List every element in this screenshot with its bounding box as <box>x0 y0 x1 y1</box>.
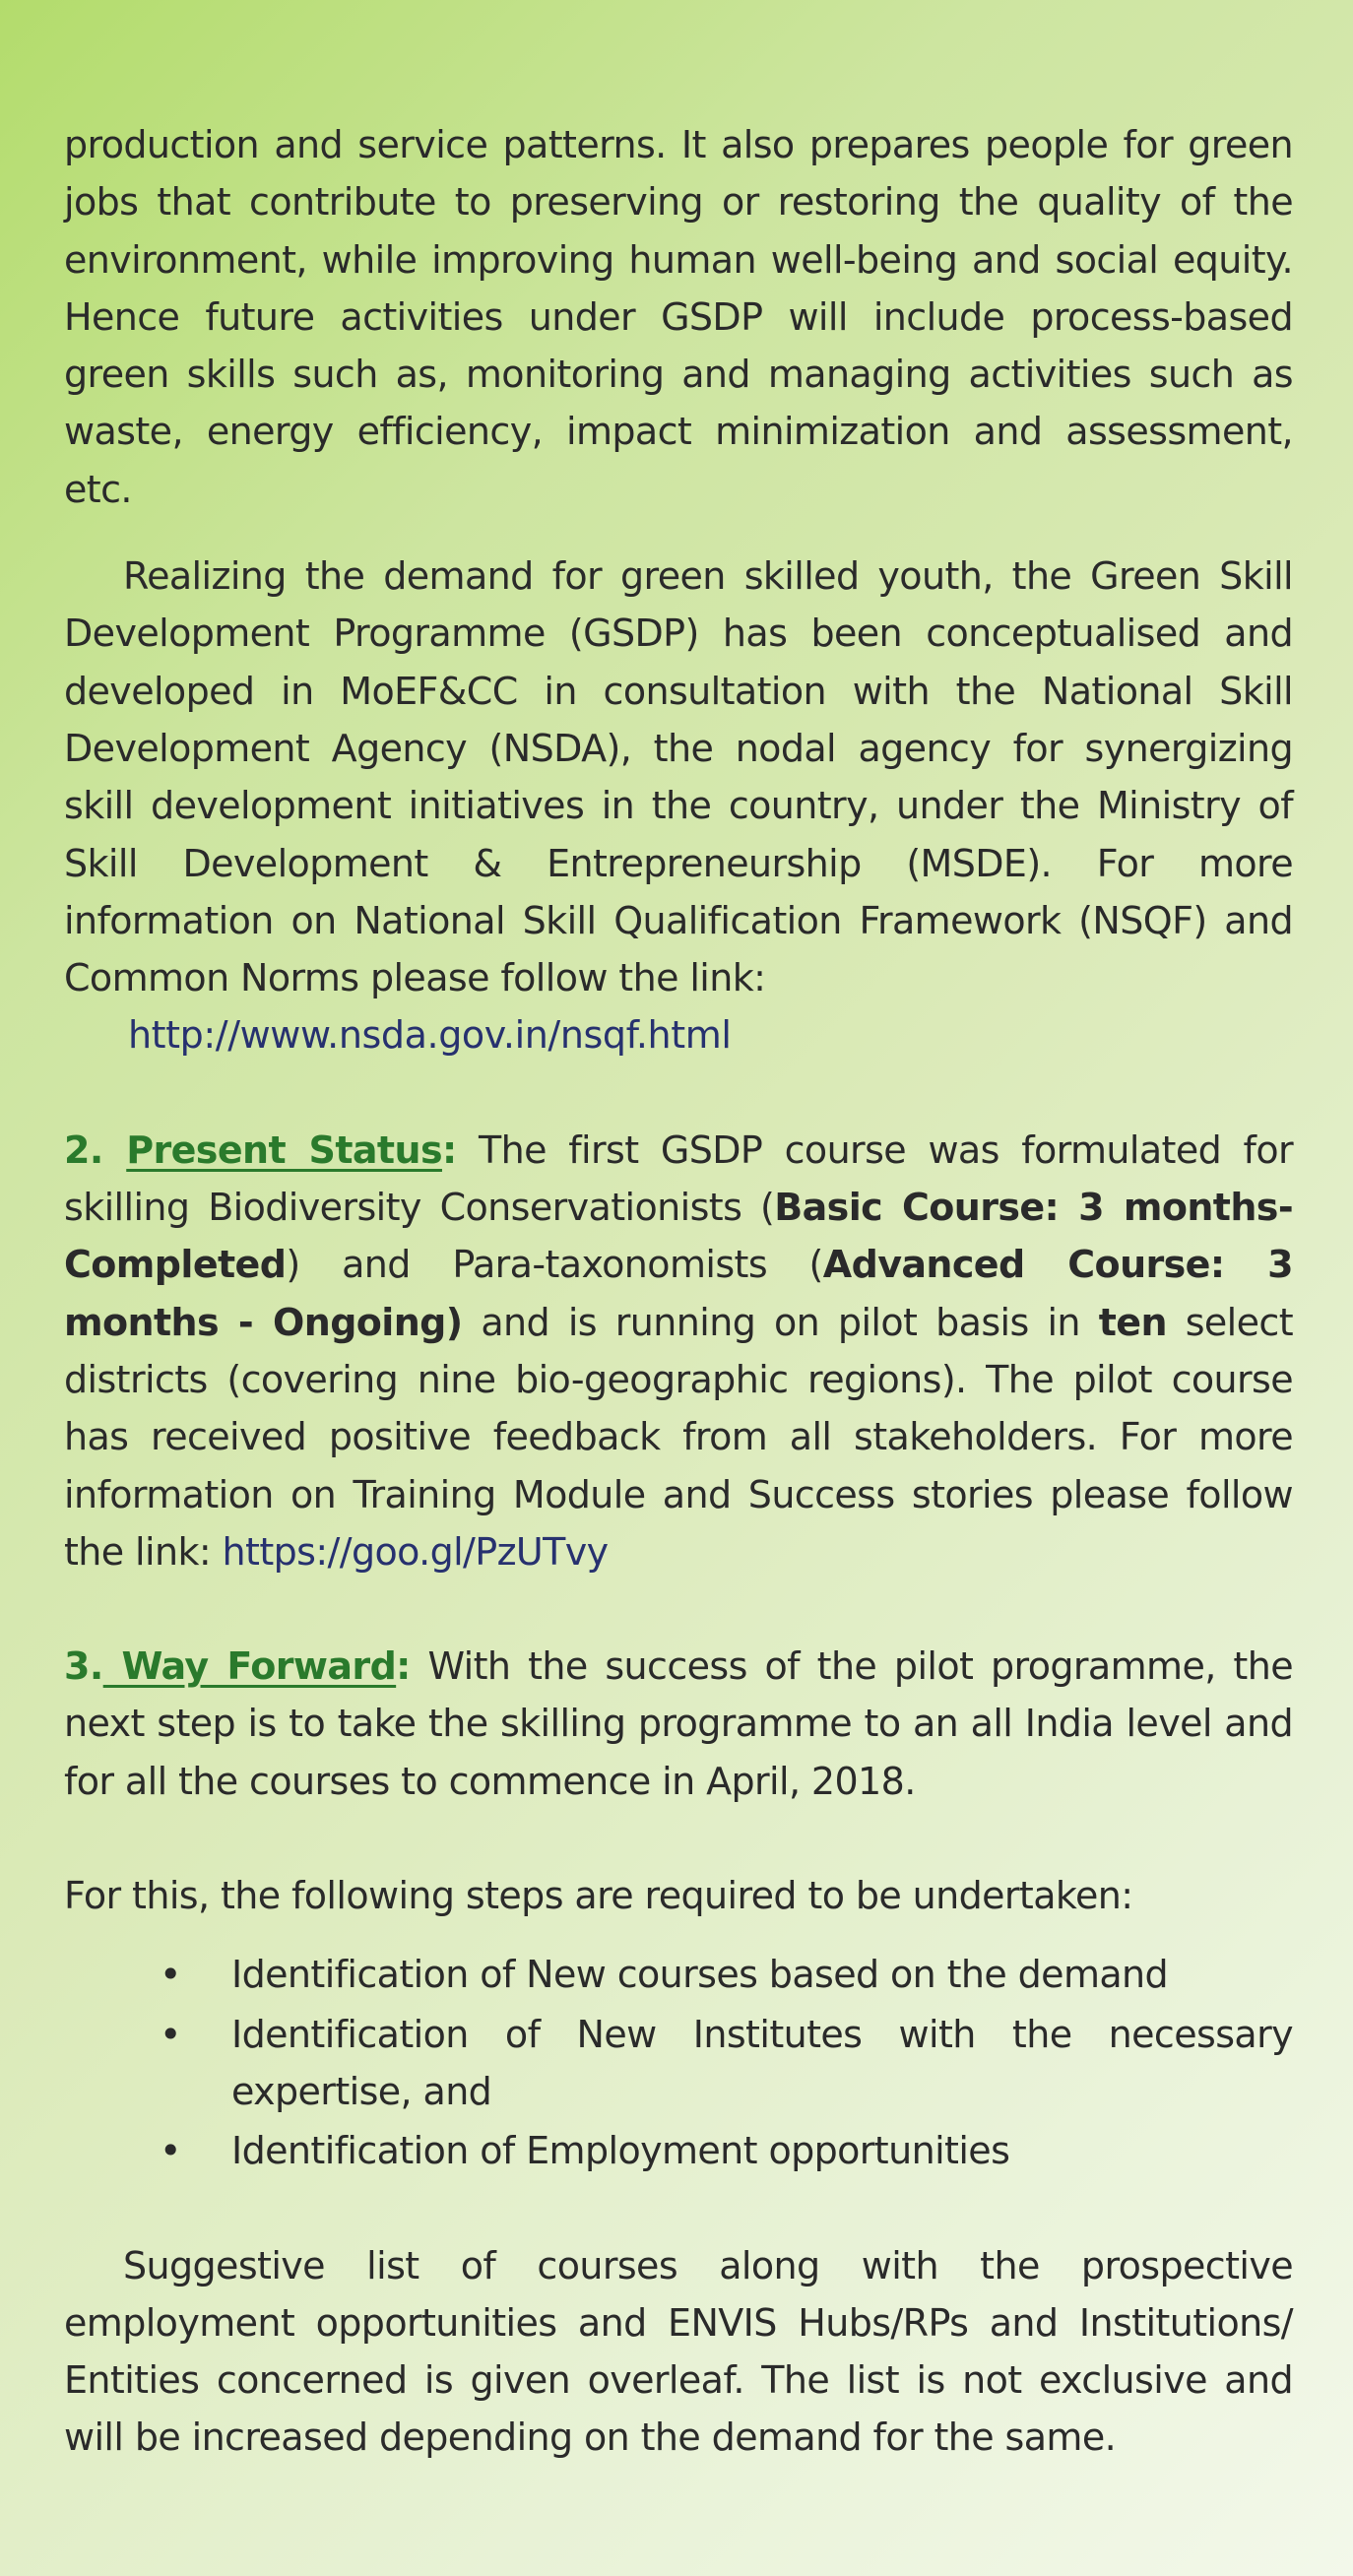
nsqf-link[interactable]: http://www.nsda.gov.in/nsqf.html <box>128 1013 732 1058</box>
spacer <box>64 1924 1293 1946</box>
section-2-text-2: ) and Para-taxonomists ( <box>286 1243 823 1287</box>
step-text: Identification of New Institutes with the necessary expertise, and <box>231 2012 1293 2113</box>
steps-list <box>64 1946 1293 2179</box>
section-2-title: Present Status <box>126 1127 442 1172</box>
steps-intro: For this, the following steps are required to be undertaken: <box>64 1874 1133 1918</box>
basic-course-label: Basic Course: 3 months-Completed <box>64 1186 1293 1287</box>
spacer <box>64 518 1293 547</box>
section-2-heading <box>64 1128 457 1172</box>
advanced-course-label: Advanced Course: 3 months - Ongoing) <box>64 1243 1293 1344</box>
spacer <box>64 1580 1293 1638</box>
section-3-text: With the success of the pilot programme, the next step is to take the skilling programme to an all India level and for all the courses to commence in April, 2018. <box>64 1644 1293 1803</box>
success-stories-link[interactable]: https://goo.gl/PzUTvy <box>222 1529 609 1574</box>
section-3-heading <box>64 1644 411 1688</box>
section-2-text-1: The first GSDP course was formulated for skilling Biodiversity Conservationists ( <box>64 1127 1293 1230</box>
list-item <box>64 1946 1293 2003</box>
closing-paragraph: Suggestive list of courses along with the prospective employment opportunities and ENVIS Hubs/RPs and Institutions/ Entities concerned is given overleaf. The list is not exclusive and will be increased depending on the demand for the same. <box>64 2243 1293 2460</box>
step-text: Identification of Employment opportunities <box>231 2129 1010 2173</box>
bullet-icon: • <box>160 2129 181 2173</box>
gsdp-paragraph: Realizing the demand for green skilled youth, the Green Skill Development Programme (GSDP) has been conceptualised and developed in MoEF&CC in consultation with the National Skill Development Agency (NSDA), the nodal agency for synergizing skill development initiatives in the country, under the Ministry of Skill Development & Entrepreneurship (MSDE). For more information on National Skill Qualification Framework (NSQF) and Common Norms please follow the link: <box>64 554 1293 1000</box>
section-2-colon: : <box>441 1127 457 1172</box>
section-2-number: 2. <box>64 1127 127 1172</box>
section-3-title: Way Forward <box>102 1644 397 1689</box>
district-count: ten <box>1098 1300 1167 1344</box>
bullet-icon: • <box>160 2012 181 2056</box>
section-3-colon: : <box>396 1644 411 1689</box>
list-item <box>64 2122 1293 2179</box>
bullet-icon: • <box>160 1953 181 1997</box>
present-status-paragraph <box>64 1122 1293 1580</box>
section-3-number: 3. <box>64 1644 103 1689</box>
intro-paragraph: production and service patterns. It also prepares people for green jobs that contribute to preserving or restoring the quality of the environment, while improving human well-being and social equity. Hence future activities under GSDP will include process-based green skills such as, monitoring and managing activities such as waste, energy efficiency, impact minimization and assessment, etc. <box>64 123 1293 511</box>
spacer <box>64 1810 1293 1867</box>
document-page <box>64 116 1293 2467</box>
way-forward-paragraph <box>64 1638 1293 1810</box>
list-item <box>64 2006 1293 2121</box>
spacer <box>64 1064 1293 1122</box>
spacer <box>64 2180 1293 2237</box>
section-2-text-4: select districts (covering nine bio-geographic regions). The pilot course has received positive feedback from all stakeholders. For more information on Training Module and Success stories please follow the link: <box>64 1300 1294 1574</box>
step-text: Identification of New courses based on the demand <box>231 1953 1169 1997</box>
section-2-text-3: and is running on pilot basis in <box>462 1300 1099 1344</box>
